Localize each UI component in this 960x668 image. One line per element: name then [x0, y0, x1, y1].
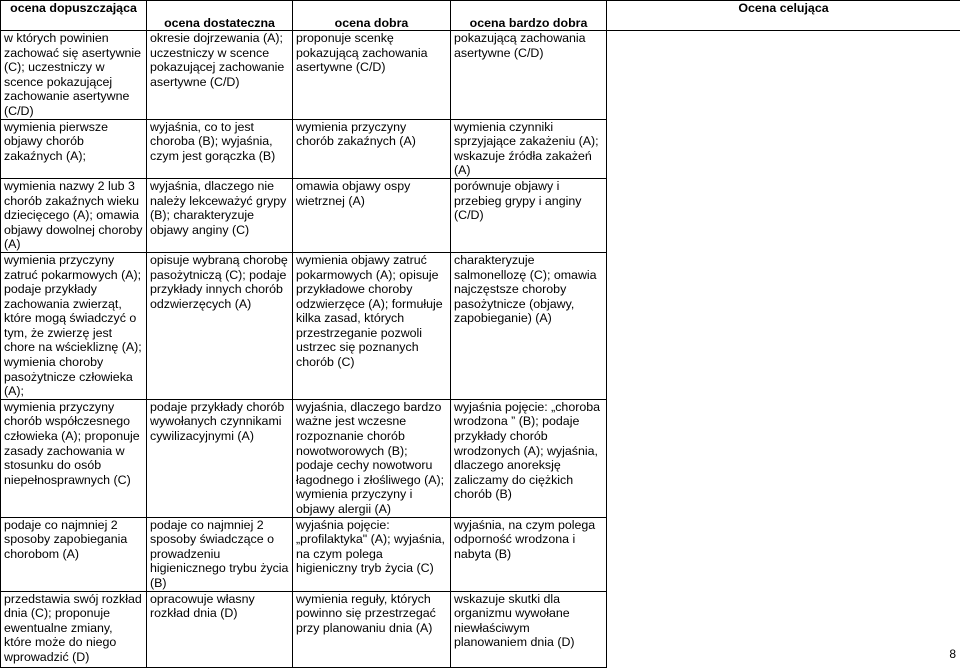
cell-dopuszczajaca: podaje co najmniej 2 sposoby zapobiegania chorobom (A): [1, 517, 147, 591]
cell-celujaca: [607, 31, 960, 668]
cell-dopuszczajaca: przedstawia swój rozkład dnia (C); proponuje ewentualne zmiany, które może do niego wprowadzić (D): [1, 591, 147, 667]
cell-dobra: proponuje scenkę pokazującą zachowania asertywne (C/D): [293, 31, 451, 120]
cell-dopuszczajaca: w których powinien zachować się asertywnie (C); uczestniczy w scence pokazującej zachowanie asertywne (C/D): [1, 31, 147, 120]
cell-dostateczna: wyjaśnia, dlaczego nie należy lekceważyć grypy (B); charakteryzuje objawy anginy (C): [147, 178, 293, 252]
cell-dostateczna: podaje co najmniej 2 sposoby świadczące o prowadzeniu higienicznego trybu życia (B): [147, 517, 293, 591]
cell-bardzo-dobra: wyjaśnia pojęcie: „choroba wrodzona ” (B); podaje przykłady chorób wrodzonych (A); wyjaśnia, dlaczego anoreksję zaliczamy do ciężkich chorób (B): [451, 399, 607, 517]
cell-dostateczna: okresie dojrzewania (A); uczestniczy w scence pokazującej zachowanie asertywne (C/D): [147, 31, 293, 120]
cell-dostateczna: opisuje wybraną chorobę pasożytniczą (C); podaje przykłady innych chorób odzwierzęcych (A): [147, 252, 293, 399]
cell-dopuszczajaca: wymienia przyczyny chorób współczesnego człowieka (A); proponuje zasady zachowania w stosunku do osób niepełnosprawnych (C): [1, 399, 147, 517]
cell-bardzo-dobra: charakteryzuje salmonellozę (C); omawia najczęstsze choroby pasożytnicze (objawy, zapobieganie) (A): [451, 252, 607, 399]
cell-dobra: wyjaśnia, dlaczego bardzo ważne jest wczesne rozpoznanie chorób nowotworowych (B); podaje cechy nowotworu łagodnego i złośliwego (A); wymienia przyczyny i objawy alergii (A): [293, 399, 451, 517]
header-dobra: ocena dobra: [293, 1, 451, 31]
cell-dopuszczajaca: wymienia pierwsze objawy chorób zakaźnych (A);: [1, 119, 147, 178]
cell-dopuszczajaca: wymienia nazwy 2 lub 3 chorób zakaźnych wieku dziecięcego (A); omawia objawy dowolnej choroby (A): [1, 178, 147, 252]
cell-dobra: wymienia przyczyny chorób zakaźnych (A): [293, 119, 451, 178]
cell-bardzo-dobra: wskazuje skutki dla organizmu wywołane niewłaściwym planowaniem dnia (D): [451, 591, 607, 667]
cell-bardzo-dobra: porównuje objawy i przebieg grypy i anginy (C/D): [451, 178, 607, 252]
page-number: 8: [949, 647, 956, 661]
cell-dobra: wymienia objawy zatruć pokarmowych (A); opisuje przykładowe choroby odzwierzęce (A); formułuje kilka zasad, których przestrzeganie pozwoli ustrzec się poznanych chorób (C): [293, 252, 451, 399]
cell-bardzo-dobra: wymienia czynniki sprzyjające zakażeniu (A); wskazuje źródła zakażeń (A): [451, 119, 607, 178]
cell-dostateczna: wyjaśnia, co to jest choroba (B); wyjaśnia, czym jest gorączka (B): [147, 119, 293, 178]
cell-dostateczna: opracowuje własny rozkład dnia (D): [147, 591, 293, 667]
header-dopuszczajaca: ocena dopuszczająca: [1, 1, 147, 31]
cell-dobra: wyjaśnia pojęcie: „profilaktyka" (A); wyjaśnia, na czym polega higieniczny tryb życia (C): [293, 517, 451, 591]
cell-bardzo-dobra: pokazującą zachowania asertywne (C/D): [451, 31, 607, 120]
table-row: [1, 31, 960, 120]
header-row: [1, 1, 960, 31]
cell-dobra: wymienia reguły, których powinno się przestrzegać przy planowaniu dnia (A): [293, 591, 451, 667]
header-bardzo-dobra: ocena bardzo dobra: [451, 1, 607, 31]
header-dostateczna: ocena dostateczna: [147, 1, 293, 31]
cell-dobra: omawia objawy ospy wietrznej (A): [293, 178, 451, 252]
cell-bardzo-dobra: wyjaśnia, na czym polega odporność wrodzona i nabyta (B): [451, 517, 607, 591]
cell-dostateczna: podaje przykłady chorób wywołanych czynnikami cywilizacyjnymi (A): [147, 399, 293, 517]
header-celujaca: Ocena celująca: [607, 1, 960, 31]
cell-dopuszczajaca: wymienia przyczyny zatruć pokarmowych (A); podaje przykłady zachowania zwierząt, które mogą świadczyć o tym, że zwierzę jest chore na wściekliznę (A); wymienia choroby pasożytnicze człowieka (A);: [1, 252, 147, 399]
